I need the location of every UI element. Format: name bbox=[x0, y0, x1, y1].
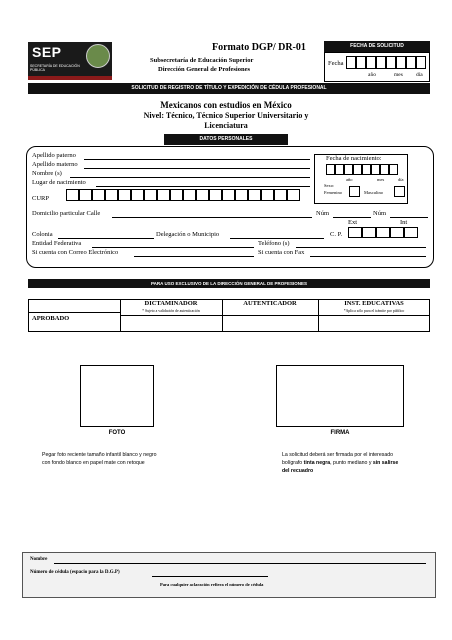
fecha-anio: año bbox=[368, 72, 376, 78]
ext-label: Ext bbox=[348, 219, 358, 226]
solicitud-bar: SOLICITUD DE REGISTRO DE TÍTULO Y EXPEDICIÓN DE CÉDULA PROFESIONAL bbox=[28, 83, 430, 94]
sep-logo-subtitle: SECRETARÍA DE EDUCACIÓN PÚBLICA bbox=[30, 64, 80, 72]
footer-nombre-label: Nombre bbox=[30, 557, 48, 562]
num-int-label: Núm bbox=[373, 210, 386, 217]
fecha-mes: mes bbox=[394, 72, 403, 78]
nacimiento-mes: mes bbox=[377, 177, 385, 182]
footer-aclaracion: Para cualquier aclaración refiera el número de cédula bbox=[160, 582, 264, 587]
colonia-field[interactable] bbox=[58, 238, 154, 239]
nombre-field[interactable] bbox=[70, 177, 310, 178]
format-code: Formato DGP/ DR-01 bbox=[212, 42, 306, 53]
firma-instructions-2: bolígrafo tinta negra, punto mediano y sin salirse bbox=[282, 460, 399, 466]
telefono-field[interactable] bbox=[296, 247, 426, 248]
int-label: Int bbox=[400, 219, 408, 226]
nacimiento-dia: día bbox=[398, 177, 404, 182]
nombre-label: Nombre (s) bbox=[32, 170, 62, 177]
femenino-checkbox[interactable] bbox=[349, 186, 360, 197]
logo-band bbox=[28, 76, 112, 80]
lugar-nacimiento-label: Lugar de nacimiento bbox=[32, 179, 86, 186]
title-line3: Licenciatura bbox=[204, 121, 248, 130]
title-line1: Mexicanos con estudios en México bbox=[160, 100, 292, 110]
entidad-field[interactable] bbox=[92, 247, 254, 248]
apellido-paterno-label: Apellido paterno bbox=[32, 152, 76, 159]
lugar-nacimiento-field[interactable] bbox=[96, 186, 310, 187]
num-ext-label: Núm bbox=[316, 210, 329, 217]
apellido-materno-field[interactable] bbox=[84, 168, 310, 169]
masculino-checkbox[interactable] bbox=[394, 186, 405, 197]
femenino-label: Femenino bbox=[324, 190, 342, 195]
fax-label: Si cuenta con Fax bbox=[258, 249, 305, 256]
fecha-label: Fecha bbox=[328, 60, 344, 67]
footer-cedula-field[interactable] bbox=[152, 576, 268, 577]
correo-field[interactable] bbox=[134, 256, 254, 257]
cp-label: C. P. bbox=[330, 231, 343, 238]
datos-personales-bar: DATOS PERSONALES bbox=[164, 134, 288, 145]
uso-row-line-left bbox=[28, 312, 120, 313]
delegacion-field[interactable] bbox=[230, 238, 324, 239]
foto-label: FOTO bbox=[108, 430, 126, 436]
autenticador-header: AUTENTICADOR bbox=[243, 300, 297, 307]
inst-educativas-note: *Aplica sólo para el trámite por público bbox=[343, 309, 405, 313]
curp-label: CURP bbox=[32, 195, 49, 202]
foto-instructions-2: con fondo blanco en papel mate con retoque bbox=[42, 460, 145, 466]
sep-logo-word: SEP bbox=[32, 44, 62, 60]
firma-instructions-1: La solicitud deberá ser firmada por el interesado bbox=[282, 452, 394, 458]
fecha-dia: día bbox=[416, 72, 423, 78]
fecha-solicitud-cells[interactable] bbox=[346, 56, 426, 69]
sexo-label: Sexo: bbox=[324, 183, 335, 188]
uso-row-line bbox=[120, 315, 430, 316]
national-seal-icon bbox=[86, 44, 110, 68]
correo-label: Si cuenta con Correo Electrónico bbox=[32, 249, 119, 256]
nacimiento-anio: año bbox=[346, 177, 353, 182]
apellido-paterno-field[interactable] bbox=[84, 159, 310, 160]
telefono-label: Teléfono (s) bbox=[258, 240, 290, 247]
uso-exclusivo-bar: PARA USO EXCLUSIVO DE LA DIRECCIÓN GENERAL DE PROFESIONES bbox=[28, 279, 430, 288]
num-int-field[interactable] bbox=[390, 217, 428, 218]
entidad-label: Entidad Federativa bbox=[32, 240, 82, 247]
dictaminador-header: DICTAMINADOR bbox=[144, 300, 198, 307]
fecha-nacimiento-label: Fecha de nacimiento: bbox=[326, 155, 382, 162]
num-ext-field[interactable] bbox=[333, 217, 371, 218]
dictaminador-note: * Sujeto a validación de autenticación bbox=[142, 309, 200, 313]
delegacion-label: Delegación o Municipio bbox=[156, 231, 220, 238]
fax-field[interactable] bbox=[310, 256, 426, 257]
domicilio-label: Domicilio particular Calle bbox=[32, 210, 101, 217]
cp-cells[interactable] bbox=[348, 227, 418, 238]
firma-label: FIRMA bbox=[330, 430, 350, 436]
direccion: Dirección General de Profesiones bbox=[158, 66, 251, 73]
masculino-label: Masculino bbox=[364, 190, 383, 195]
inst-educativas-header: INST. EDUCATIVAS bbox=[344, 300, 404, 307]
firma-box[interactable] bbox=[276, 365, 404, 427]
foto-instructions-1: Pegar foto reciente tamaño infantil blanco y negro bbox=[42, 452, 157, 458]
footer-box bbox=[22, 552, 436, 598]
fecha-solicitud-bar: FECHA DE SOLICITUD bbox=[324, 41, 430, 52]
footer-nombre-field[interactable] bbox=[54, 563, 426, 564]
subsecretaria: Subsecretaría de Educación Superior bbox=[150, 57, 254, 64]
curp-cells[interactable] bbox=[66, 189, 300, 201]
foto-box[interactable] bbox=[80, 365, 154, 427]
title-line2: Nivel: Técnico, Técnico Superior Universitario y bbox=[143, 111, 309, 120]
colonia-label: Colonia bbox=[32, 231, 53, 238]
fecha-nacimiento-cells[interactable] bbox=[326, 164, 398, 175]
apellido-materno-label: Apellido materno bbox=[32, 161, 78, 168]
domicilio-field[interactable] bbox=[112, 217, 312, 218]
aprobado-label: APROBADO bbox=[32, 315, 70, 322]
footer-cedula-label: Número de cédula (espacio para la D.G.P) bbox=[30, 570, 120, 575]
firma-instructions-3: del recuadro bbox=[282, 468, 314, 474]
